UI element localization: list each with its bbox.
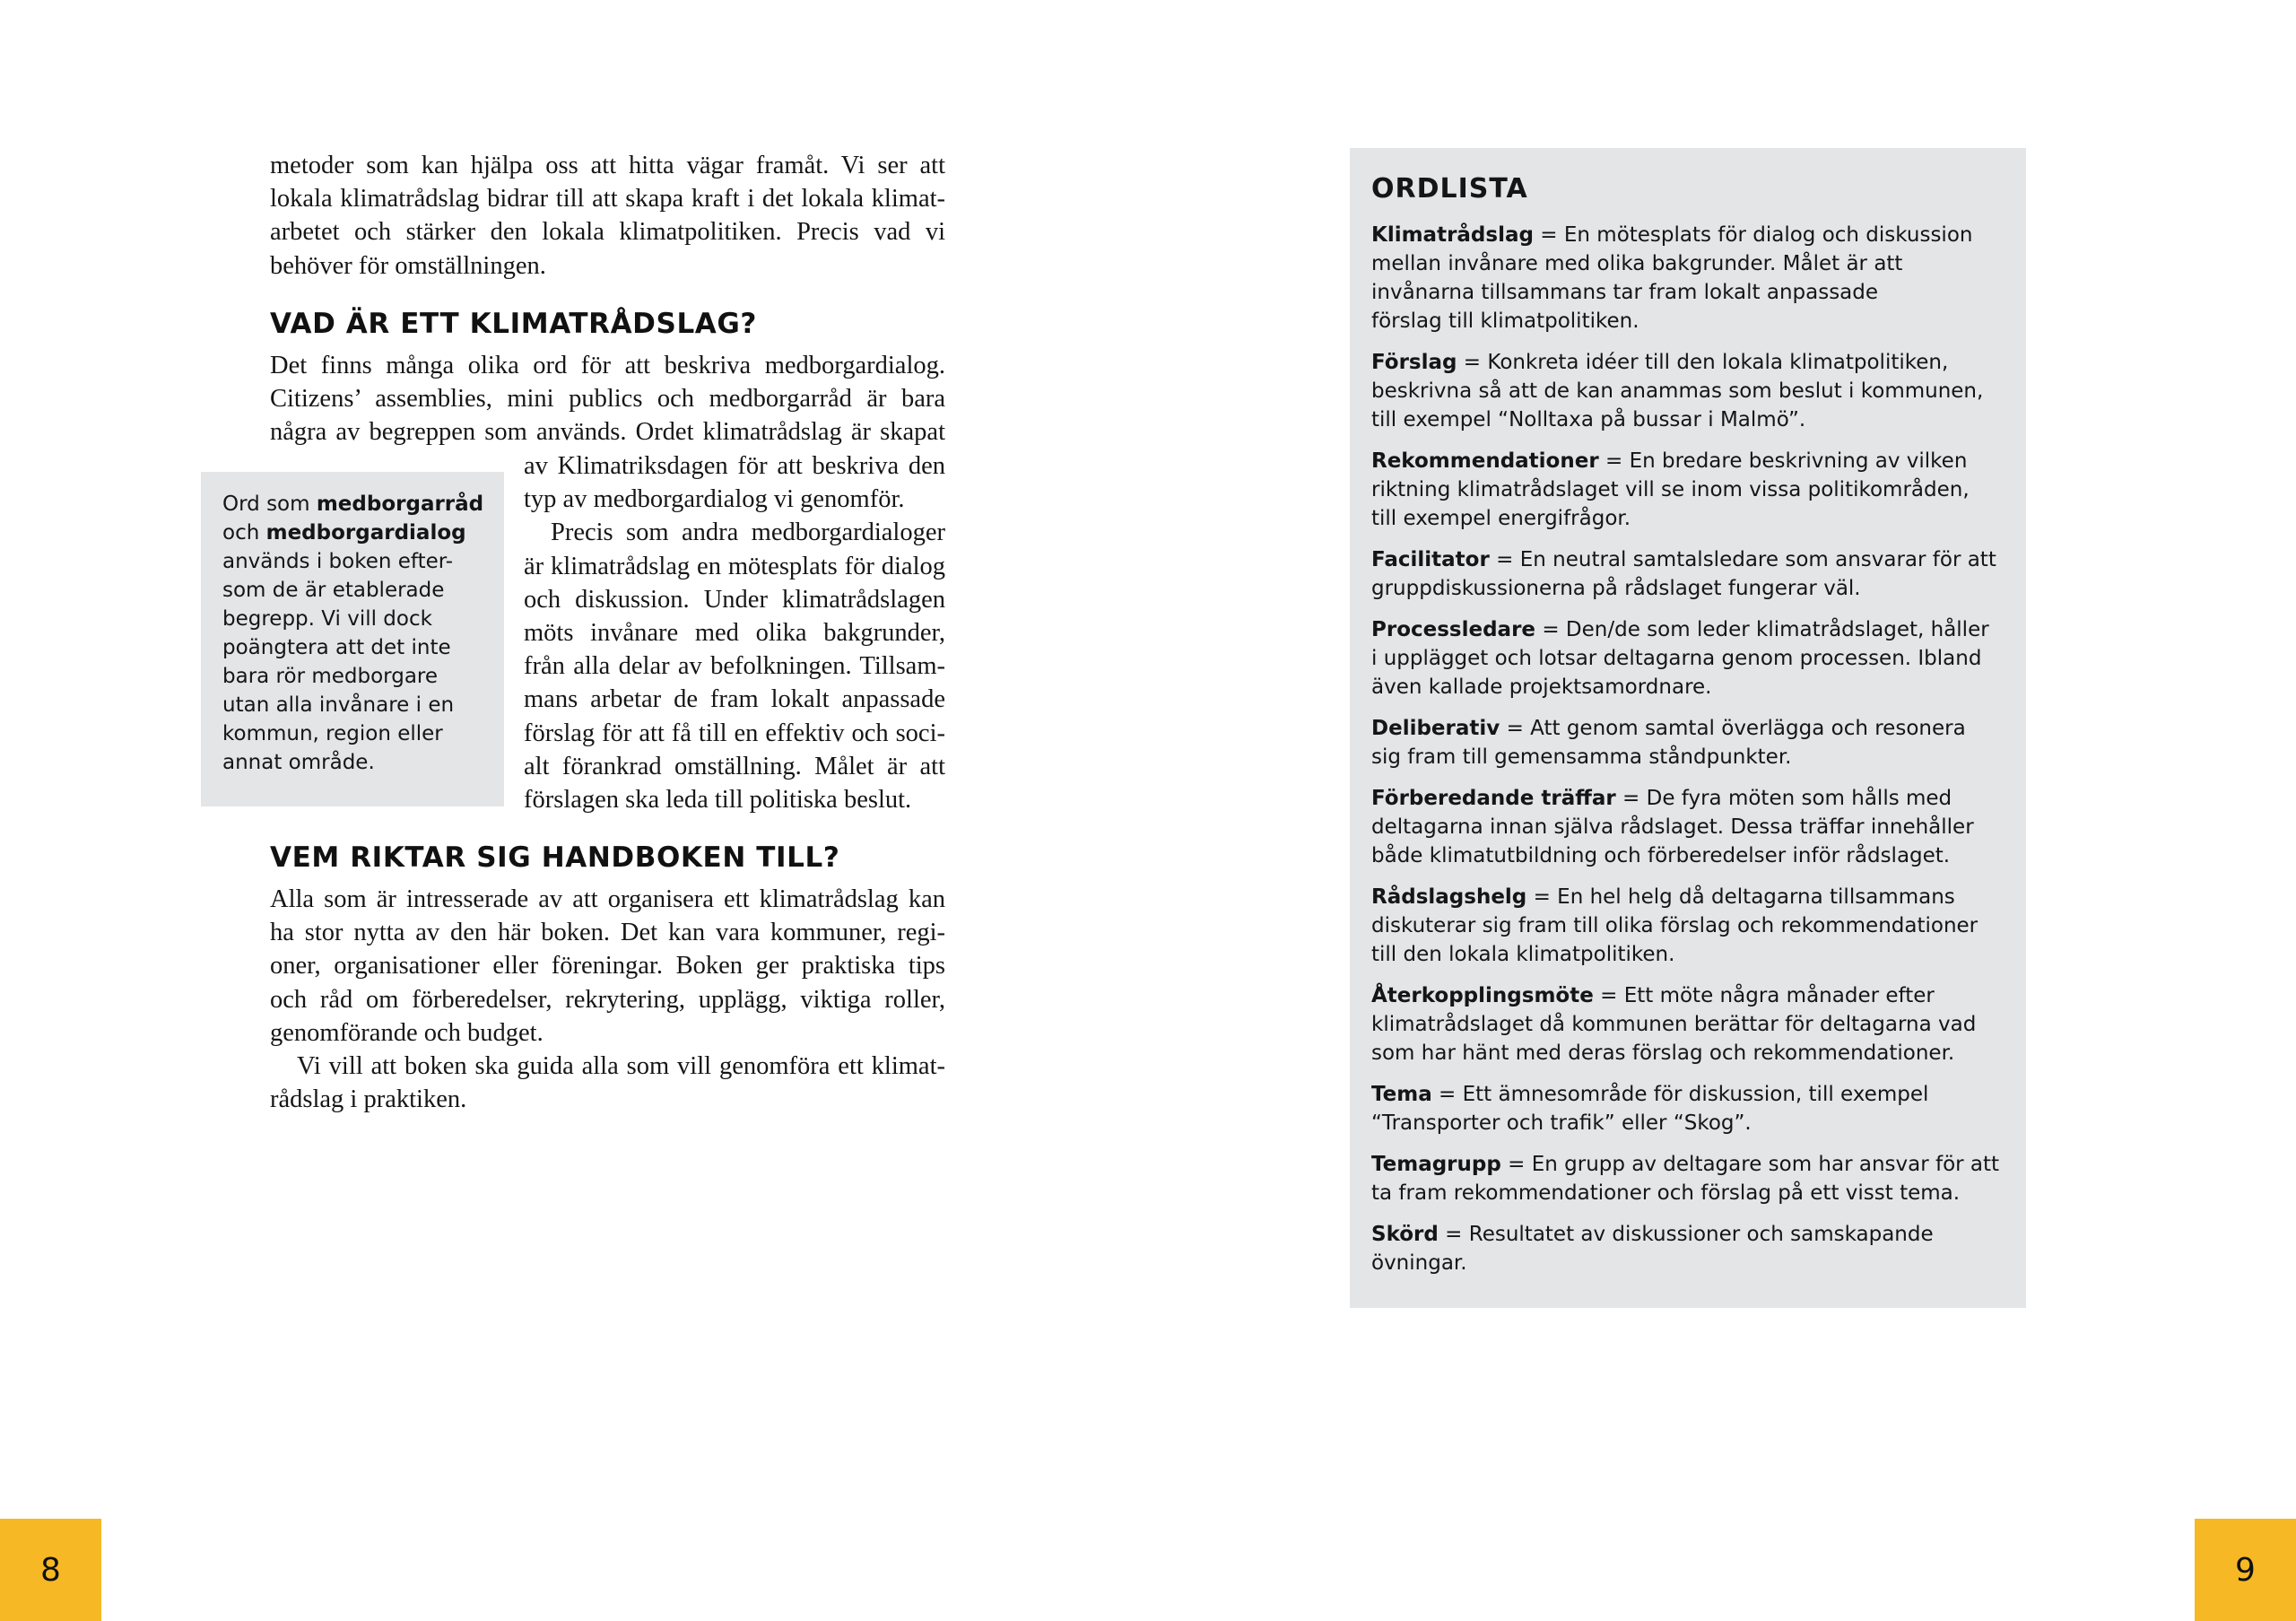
text-line: genomförande och budget. bbox=[270, 1018, 544, 1047]
text-line: Alla som är intresserade av att organisera ett klimatrådslag kan bbox=[270, 885, 945, 913]
glossary-term: Skörd bbox=[1371, 1223, 1439, 1246]
text-line: förslagen ska leda till politiska beslut. bbox=[524, 786, 912, 815]
sidebar-note bbox=[201, 472, 504, 806]
text-line: och råd om förberedelser, rekrytering, upplägg, viktiga roller, bbox=[270, 985, 945, 1014]
section-heading-handboken: VEM RIKTAR SIG HANDBOKEN TILL? bbox=[270, 841, 840, 874]
sidebar-line: och medborgardialog bbox=[222, 521, 466, 545]
glossary-title: ORDLISTA bbox=[1371, 173, 1528, 205]
text-line: av Klimatriksdagen för att beskriva den bbox=[524, 452, 945, 480]
glossary-entry: Rekommendationer = En bredare beskrivning av vilken riktning klimatrådslaget vill se inom vissa politikområden, till exempel energifrågor. bbox=[1371, 449, 1970, 530]
glossary-term: Rådslagshelg bbox=[1371, 885, 1527, 909]
text-line: behöver för omställningen. bbox=[270, 251, 546, 280]
sidebar-line: kommun, region eller bbox=[222, 722, 443, 745]
sidebar-line: bara rör medborgare bbox=[222, 665, 439, 688]
text-line: arbetet och stärker den lokala klimatpolitiken. Precis vad vi bbox=[270, 218, 945, 247]
text-line: och diskussion. Under klimatrådslagen bbox=[524, 585, 945, 614]
glossary-entry: Deliberativ = Att genom samtal överlägga och resonera sig fram till gemensamma ståndpunkter. bbox=[1371, 717, 1966, 769]
page-number-left: 8 bbox=[0, 1519, 101, 1621]
sidebar-line: poängtera att det inte bbox=[222, 636, 451, 659]
glossary-entry: Temagrupp = En grupp av deltagare som har ansvar för att ta fram rekommendationer och förslag på ett visst tema. bbox=[1371, 1153, 2000, 1205]
glossary-entry: Återkopplingsmöte = Ett möte några månader efter klimatrådslaget då kommunen berättar för deltagarna vad som har hänt med deras förslag och rekommendationer. bbox=[1371, 984, 1977, 1065]
text-line: några av begreppen som används. Ordet klimatrådslag är skapat bbox=[270, 418, 945, 447]
text-line: förslag för att få till en effektiv och soci- bbox=[524, 719, 945, 747]
text-line: från alla delar av befolkningen. Tillsam- bbox=[524, 652, 945, 681]
sidebar-line: Ord som medborgarråd bbox=[222, 492, 484, 516]
glossary-term: Processledare bbox=[1371, 618, 1536, 641]
sidebar-line: begrepp. Vi vill dock bbox=[222, 607, 432, 631]
sidebar-line: annat område. bbox=[222, 751, 375, 774]
glossary-entry: Facilitator = En neutral samtalsledare som ansvarar för att gruppdiskussionerna på rådslaget fungerar väl. bbox=[1371, 548, 1996, 600]
text-line: oner, organisationer eller föreningar. Boken ger praktiska tips bbox=[270, 952, 945, 980]
sidebar-line: som de är etablerade bbox=[222, 579, 445, 602]
glossary-term: Rekommendationer bbox=[1371, 449, 1599, 473]
glossary-entry: Förslag = Konkreta idéer till den lokala klimatpolitiken, beskrivna så att de kan anammas som beslut i kommunen, till exempel “Nolltaxa på bussar i Malmö”. bbox=[1371, 351, 1984, 431]
sidebar-line: utan alla invånare i en bbox=[222, 693, 455, 717]
text-line: Vi vill att boken ska guida alla som vill genomföra ett klimat- bbox=[297, 1052, 945, 1081]
intro-paragraph bbox=[270, 149, 945, 283]
glossary-term: Återkopplingsmöte bbox=[1371, 984, 1594, 1007]
text-line: Precis som andra medborgardialoger bbox=[551, 519, 945, 547]
text-line: mans arbetar de fram lokalt anpassade bbox=[524, 685, 945, 714]
glossary-term: Deliberativ bbox=[1371, 717, 1500, 740]
glossary-term: Temagrupp bbox=[1371, 1153, 1501, 1176]
glossary-term: Facilitator bbox=[1371, 548, 1490, 571]
glossary-entry: Skörd = Resultatet av diskussioner och samskapande övningar. bbox=[1371, 1223, 1934, 1275]
bold-term: medborgarråd bbox=[316, 492, 484, 516]
text-line: är klimatrådslag en mötesplats för dialog bbox=[524, 552, 945, 580]
text-line: typ av medborgardialog vi genomför. bbox=[524, 485, 905, 514]
text-line: ha stor nytta av den här boken. Det kan vara kommuner, regi- bbox=[270, 919, 945, 947]
glossary-entry: Tema = Ett ämnesområde för diskussion, till exempel “Transporter och trafik” eller “Skog”. bbox=[1371, 1083, 1929, 1135]
glossary-term: Förberedande träffar bbox=[1371, 787, 1616, 810]
section1-wrap-column bbox=[524, 449, 945, 816]
section1-paragraph bbox=[270, 349, 945, 449]
sidebar-line: används i boken efter- bbox=[222, 550, 454, 573]
page-number-right: 9 bbox=[2195, 1519, 2296, 1621]
glossary-entry: Förberedande träffar = De fyra möten som hålls med deltagarna innan själva rådslaget. Dessa träffar innehåller både klimatutbildning och förberedelser inför rådslaget. bbox=[1371, 787, 1974, 867]
text-line: lokala klimatrådslag bidrar till att skapa kraft i det lokala klimat- bbox=[270, 185, 945, 214]
text-line: Det finns många olika ord för att beskriva medborgardialog. bbox=[270, 352, 945, 379]
bold-term: medborgardialog bbox=[265, 521, 466, 545]
glossary-entry: Rådslagshelg = En hel helg då deltagarna tillsammans diskuterar sig fram till olika förslag och rekommendationer till den lokala klimatpolitiken. bbox=[1371, 885, 1979, 966]
text-line: rådslag i praktiken. bbox=[270, 1085, 467, 1114]
glossary-box bbox=[1350, 148, 2026, 1308]
glossary-term: Klimatrådslag bbox=[1371, 223, 1534, 247]
glossary-entry: Klimatrådslag = En mötesplats för dialog och diskussion mellan invånare med olika bakgrunder. Målet är att invånarna tillsammans tar fram lokalt anpassade förslag till klimatpolitiken. bbox=[1371, 223, 1973, 333]
section-heading-klimatradslag: VAD ÄR ETT KLIMATRÅDSLAG? bbox=[270, 308, 758, 340]
text-line: alt förankrad omställning. Målet är att bbox=[524, 752, 945, 780]
glossary-entry: Processledare = Den/de som leder klimatrådslaget, håller i upplägget och lotsar deltagarna genom processen. Ibland även kallade projektsamordnare. bbox=[1371, 618, 1989, 699]
section2-paragraph bbox=[270, 883, 945, 1116]
text-line: metoder som kan hjälpa oss att hitta vägar framåt. Vi ser att bbox=[270, 152, 945, 179]
glossary-term: Tema bbox=[1371, 1083, 1432, 1106]
text-line: möts invånare med olika bakgrunder, bbox=[524, 619, 945, 648]
text-line: Citizens’ assemblies, mini publics och medborgarråd är bara bbox=[270, 385, 945, 414]
glossary-term: Förslag bbox=[1371, 351, 1457, 374]
